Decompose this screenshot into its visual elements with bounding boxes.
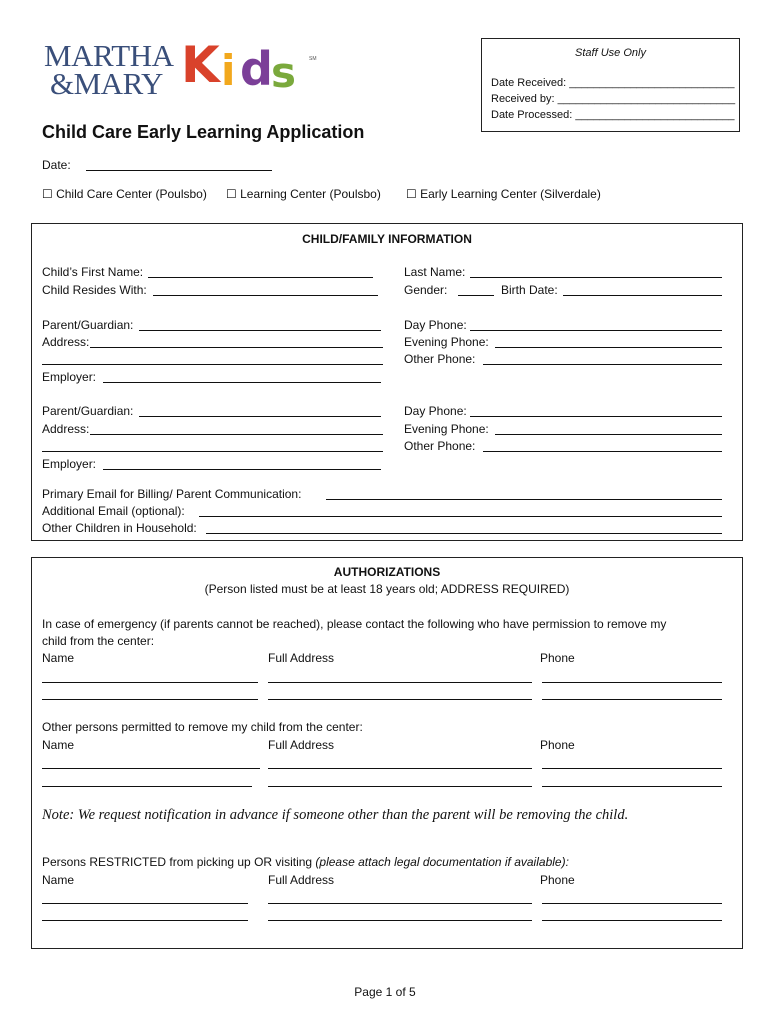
restricted-address-line-1[interactable] xyxy=(268,903,532,904)
parent-guardian-2-label: Parent/Guardian: xyxy=(42,404,134,418)
restricted-address-line-2[interactable] xyxy=(268,920,532,921)
checkbox-early-learning-center-silverdale[interactable]: ☐ Early Learning Center (Silverdale) xyxy=(406,187,601,201)
other-persons-phone-line-1[interactable] xyxy=(542,768,722,769)
parent-guardian-1-label: Parent/Guardian: xyxy=(42,318,134,332)
authorizations-subheader: (Person listed must be at least 18 years old; ADDRESS REQUIRED) xyxy=(204,582,570,596)
emergency-name-line-1[interactable] xyxy=(42,682,258,683)
other-persons-label: Other persons permitted to remove my child from the center: xyxy=(42,720,363,734)
child-first-name-line[interactable] xyxy=(148,277,373,278)
checkbox-learning-center-poulsbo[interactable]: ☐ Learning Center (Poulsbo) xyxy=(226,187,381,201)
other-children-label: Other Children in Household: xyxy=(42,521,197,535)
additional-email-label: Additional Email (optional): xyxy=(42,504,185,518)
emergency-address-column: Full Address xyxy=(268,651,335,665)
advance-notification-note: Note: We request notification in advance if someone other than the parent will be removing the child. xyxy=(42,807,629,823)
gender-line[interactable] xyxy=(458,295,494,296)
day-phone-1-label: Day Phone: xyxy=(404,318,467,332)
emergency-instruction-line-2: child from the center: xyxy=(42,634,155,648)
employer-2-label: Employer: xyxy=(42,457,97,471)
restricted-phone-line-2[interactable] xyxy=(542,920,722,921)
authorizations-header: AUTHORIZATIONS xyxy=(333,565,441,579)
restricted-name-line-2[interactable] xyxy=(42,920,248,921)
logo-i: i xyxy=(221,46,236,95)
birth-date-label: Birth Date: xyxy=(501,283,558,297)
emergency-instruction-line-1: In case of emergency (if parents cannot be reached), please contact the following who have permission to remove my xyxy=(42,617,667,631)
evening-phone-2-line[interactable] xyxy=(495,434,722,435)
restricted-phone-line-1[interactable] xyxy=(542,903,722,904)
staff-use-box xyxy=(481,38,740,132)
restricted-name-line-1[interactable] xyxy=(42,903,248,904)
day-phone-2-line[interactable] xyxy=(470,416,722,417)
other-persons-address-line-1[interactable] xyxy=(268,768,532,769)
date-input-line[interactable] xyxy=(86,170,272,171)
logo-s: s xyxy=(271,48,296,97)
restricted-persons-italic-text: (please attach legal documentation if available): xyxy=(315,855,569,869)
logo-d: d xyxy=(240,42,273,96)
date-label: Date: xyxy=(42,158,71,172)
child-first-name-label: Child’s First Name: xyxy=(42,265,144,279)
evening-phone-1-label: Evening Phone: xyxy=(404,335,489,349)
employer-1-label: Employer: xyxy=(42,370,97,384)
emergency-phone-line-2[interactable] xyxy=(542,699,722,700)
address-2-line-2[interactable] xyxy=(42,451,383,452)
parent-guardian-1-line[interactable] xyxy=(139,330,381,331)
emergency-phone-column: Phone xyxy=(540,651,575,665)
restricted-persons-label xyxy=(42,855,569,870)
logo-service-mark: SM xyxy=(309,56,317,62)
employer-2-line[interactable] xyxy=(103,469,381,470)
form-title: Child Care Early Learning Application xyxy=(42,122,365,142)
other-persons-name-line-2[interactable] xyxy=(42,786,252,787)
other-persons-name-column: Name xyxy=(42,738,75,752)
address-1-line-2[interactable] xyxy=(42,364,383,365)
emergency-address-line-1[interactable] xyxy=(268,682,532,683)
other-persons-phone-line-2[interactable] xyxy=(542,786,722,787)
address-1-label: Address: xyxy=(42,335,90,349)
child-resides-with-label: Child Resides With: xyxy=(42,283,147,297)
restricted-name-column: Name xyxy=(42,873,75,887)
last-name-line[interactable] xyxy=(470,277,722,278)
child-resides-with-line[interactable] xyxy=(153,295,378,296)
other-persons-address-line-2[interactable] xyxy=(268,786,532,787)
emergency-name-line-2[interactable] xyxy=(42,699,258,700)
address-2-line[interactable] xyxy=(90,434,383,435)
other-persons-name-line-1[interactable] xyxy=(42,768,260,769)
other-phone-1-line[interactable] xyxy=(483,364,722,365)
martha-mary-kids-logo xyxy=(44,38,324,102)
date-received-field[interactable]: Date Received: ___________________________ xyxy=(491,77,735,89)
logo-line-martha: MARTHA xyxy=(44,38,174,73)
family-section-header: CHILD/FAMILY INFORMATION xyxy=(302,232,472,246)
emergency-phone-line-1[interactable] xyxy=(542,682,722,683)
primary-email-label: Primary Email for Billing/ Parent Communication: xyxy=(42,487,302,501)
day-phone-1-line[interactable] xyxy=(470,330,722,331)
received-by-field[interactable]: Received by: _____________________________ xyxy=(491,93,736,105)
other-phone-2-line[interactable] xyxy=(483,451,722,452)
day-phone-2-label: Day Phone: xyxy=(404,404,467,418)
logo-k: K xyxy=(181,36,220,94)
primary-email-line[interactable] xyxy=(326,499,722,500)
other-persons-phone-column: Phone xyxy=(540,738,575,752)
other-phone-1-label: Other Phone: xyxy=(404,352,476,366)
logo-line-mary: &MARY xyxy=(50,66,163,101)
checkbox-child-care-center-poulsbo[interactable]: ☐ Child Care Center (Poulsbo) xyxy=(42,187,207,201)
parent-guardian-2-line[interactable] xyxy=(139,416,381,417)
emergency-address-line-2[interactable] xyxy=(268,699,532,700)
evening-phone-1-line[interactable] xyxy=(495,347,722,348)
restricted-persons-text: Persons RESTRICTED from picking up OR visiting xyxy=(42,855,313,869)
birth-date-line[interactable] xyxy=(563,295,722,296)
other-children-line[interactable] xyxy=(206,533,722,534)
additional-email-line[interactable] xyxy=(199,516,722,517)
authorizations-section xyxy=(31,557,743,949)
address-1-line[interactable] xyxy=(90,347,383,348)
restricted-phone-column: Phone xyxy=(540,873,575,887)
page-number: Page 1 of 5 xyxy=(354,985,416,999)
date-processed-field[interactable]: Date Processed: __________________________ xyxy=(491,109,735,121)
address-2-label: Address: xyxy=(42,422,90,436)
other-phone-2-label: Other Phone: xyxy=(404,439,476,453)
last-name-label: Last Name: xyxy=(404,265,466,279)
staff-use-title: Staff Use Only xyxy=(575,47,646,59)
restricted-address-column: Full Address xyxy=(268,873,335,887)
other-persons-address-column: Full Address xyxy=(268,738,335,752)
emergency-name-column: Name xyxy=(42,651,75,665)
employer-1-line[interactable] xyxy=(103,382,381,383)
evening-phone-2-label: Evening Phone: xyxy=(404,422,489,436)
gender-label: Gender: xyxy=(404,283,448,297)
